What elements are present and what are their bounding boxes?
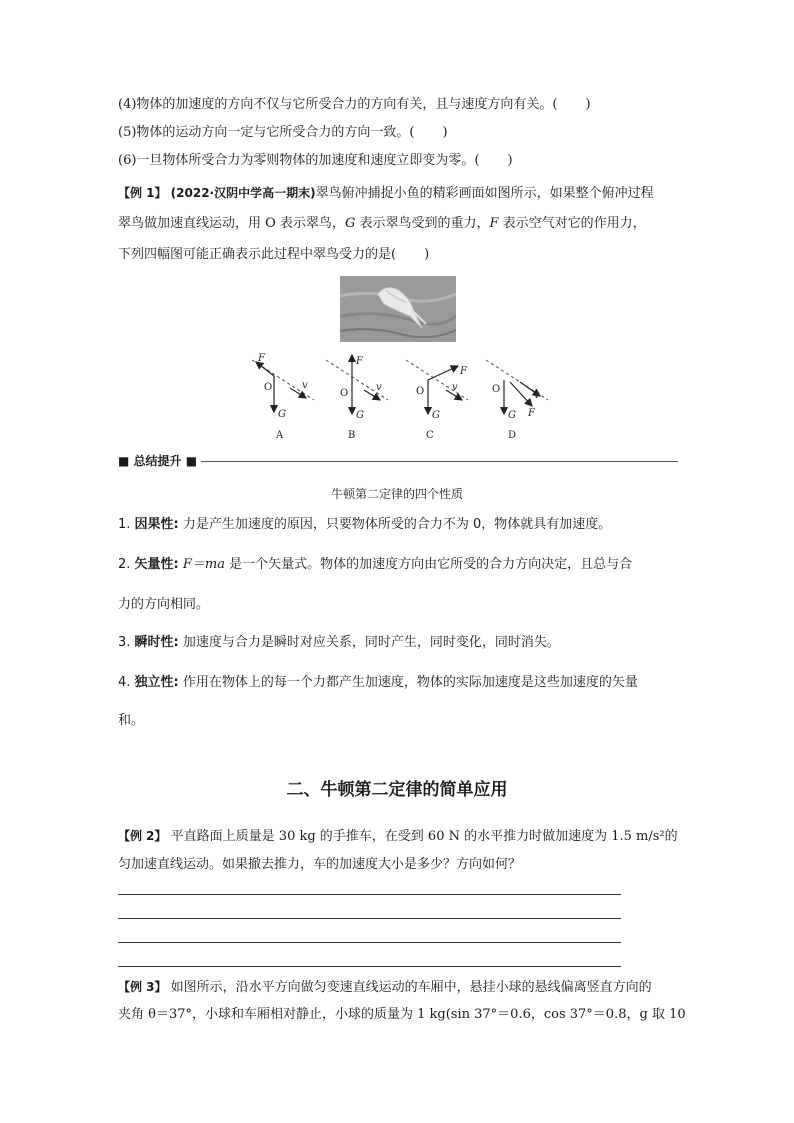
answer-line-4[interactable] <box>118 966 621 967</box>
answer-line-1[interactable] <box>118 894 621 895</box>
example2-line2: 匀加速直线运动。如果撤去推力，车的加速度大小是多少？方向如何？ <box>118 857 522 872</box>
c-label-O: O <box>416 386 425 397</box>
b-label-O: O <box>340 388 349 399</box>
diagram-label-b: B <box>348 430 356 441</box>
diagram-d <box>486 360 548 441</box>
diagram-label-c: C <box>426 430 434 441</box>
summary-title: 牛顿第二定律的四个性质 <box>330 487 463 501</box>
d-label-G: G <box>508 410 516 421</box>
judgment-4: (4)物体的加速度的方向不仅与它所受合力的方向有关，且与速度方向有关。( ) <box>118 97 591 112</box>
example2-label: 【例 2】 <box>118 829 167 843</box>
force-diagrams <box>230 352 570 444</box>
answer-line-3[interactable] <box>118 942 621 943</box>
property-2: 2. 矢量性: F＝ma 是一个矢量式。物体的加速度方向由它所受的合力方向决定，且总与合 <box>118 557 633 572</box>
property-4: 4. 独立性: 作用在物体上的每一个力都产生加速度，物体的实际加速度是这些加速度的矢量 <box>118 675 638 690</box>
example2-line1: 【例 2】 平直路面上质量是 30 kg 的手推车，在受到 60 N 的水平推力时做加速度为 1.5 m/s²的 <box>118 829 678 844</box>
example3-label: 【例 3】 <box>118 980 167 994</box>
diagram-c <box>406 360 468 441</box>
example1-line2: 翠鸟做加速直线运动，用 O 表示翠鸟，G 表示翠鸟受到的重力，F 表示空气对它的作用力， <box>118 216 646 231</box>
summary-heading: ■ 总结提升 ■ <box>118 453 201 469</box>
a-label-v: v <box>302 380 308 391</box>
answer-line-2[interactable] <box>118 918 621 919</box>
d-label-v: v <box>534 390 540 401</box>
a-label-F: F <box>258 353 265 364</box>
example1-line1: 【例 1】 (2022·汉阴中学高一期末)翠鸟俯冲捕捉小鱼的精彩画面如图所示，如果整个俯冲过程 <box>118 186 654 201</box>
kingfisher-photo <box>340 276 456 342</box>
a-label-O: O <box>264 382 273 393</box>
example1-line3: 下列四幅图可能正确表示此过程中翠鸟受力的是( ) <box>118 247 430 262</box>
example1-label: 【例 1】 <box>118 186 167 200</box>
d-label-F: F <box>528 408 535 419</box>
d-label-O: O <box>492 384 501 395</box>
diagram-label-a: A <box>276 430 284 441</box>
diagram-a <box>252 353 314 441</box>
example3-line1: 【例 3】 如图所示，沿水平方向做匀变速直线运动的车厢中，悬挂小球的悬线偏离竖直方向的 <box>118 980 652 995</box>
property-1: 1. 因果性: 力是产生加速度的原因，只要物体所受的合力不为 0，物体就具有加速度。 <box>118 517 612 532</box>
example1-source: (2022·汉阴中学高一期末) <box>170 186 316 200</box>
b-label-F: F <box>356 356 363 367</box>
property-2-cont: 力的方向相同。 <box>118 597 210 612</box>
summary-rule <box>196 461 678 462</box>
b-label-G: G <box>356 410 364 421</box>
section-2-title: 二、牛顿第二定律的简单应用 <box>286 780 508 800</box>
diagram-label-d: D <box>508 430 517 441</box>
c-label-v: v <box>452 382 458 393</box>
c-label-G: G <box>432 410 440 421</box>
judgment-6: (6)一旦物体所受合力为零则物体的加速度和速度立即变为零。( ) <box>118 153 513 168</box>
property-3: 3. 瞬时性: 加速度与合力是瞬时对应关系，同时产生，同时变化，同时消失。 <box>118 635 560 650</box>
diagram-b <box>326 355 388 441</box>
b-label-v: v <box>376 382 382 393</box>
a-label-G: G <box>278 409 286 420</box>
example3-line2: 夹角 θ＝37°，小球和车厢相对静止，小球的质量为 1 kg(sin 37°＝0.6，cos 37°＝0.8，g 取 10 <box>118 1007 686 1022</box>
property-4-cont: 和。 <box>118 713 145 728</box>
judgment-5: (5)物体的运动方向一定与它所受合力的方向一致。( ) <box>118 125 448 140</box>
kingfisher-illustration <box>340 276 456 342</box>
c-label-F: F <box>460 366 467 377</box>
